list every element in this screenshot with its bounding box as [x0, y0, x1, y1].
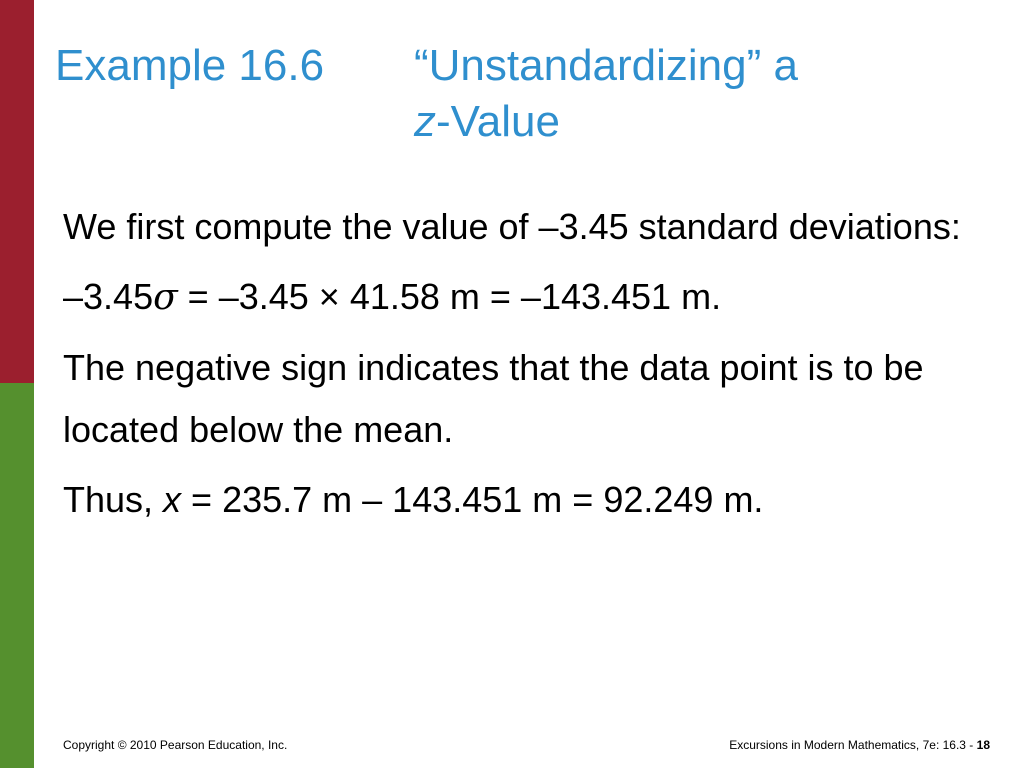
footer-copyright: Copyright © 2010 Pearson Education, Inc.: [63, 738, 288, 752]
result-rest: = 235.7 m – 143.451 m = 92.249 m.: [181, 479, 764, 520]
page-number: 18: [976, 738, 990, 752]
slide-title-label: Example 16.6: [55, 41, 325, 90]
slide-title-line1: “Unstandardizing” a: [414, 41, 798, 90]
result-variable: x: [163, 479, 182, 520]
paragraph-negative-sign: The negative sign indicates that the data point is to be located below the mean.: [63, 347, 924, 450]
sigma-symbol: σ: [153, 277, 178, 318]
footer-book-info: [729, 738, 990, 752]
slide-title-z: z: [414, 97, 436, 146]
equation-prefix: –3.45: [63, 276, 154, 317]
slide-title-value: -Value: [436, 97, 560, 146]
side-bar-bottom: [0, 383, 34, 768]
paragraph-equation: [63, 266, 983, 329]
equation-rest: = –3.45 × 41.58 m = –143.451 m.: [177, 276, 722, 317]
paragraph-compute: We first compute the value of –3.45 standard deviations:: [63, 206, 961, 247]
footer-book: Excursions in Modern Mathematics, 7e: 16.3 -: [729, 738, 977, 752]
slide-title: [414, 38, 798, 150]
slide-body: [63, 196, 983, 539]
result-prefix: Thus,: [63, 479, 164, 520]
slide-title-line2: [414, 94, 798, 150]
side-bar-top: [0, 0, 34, 383]
paragraph-result: [63, 469, 983, 531]
